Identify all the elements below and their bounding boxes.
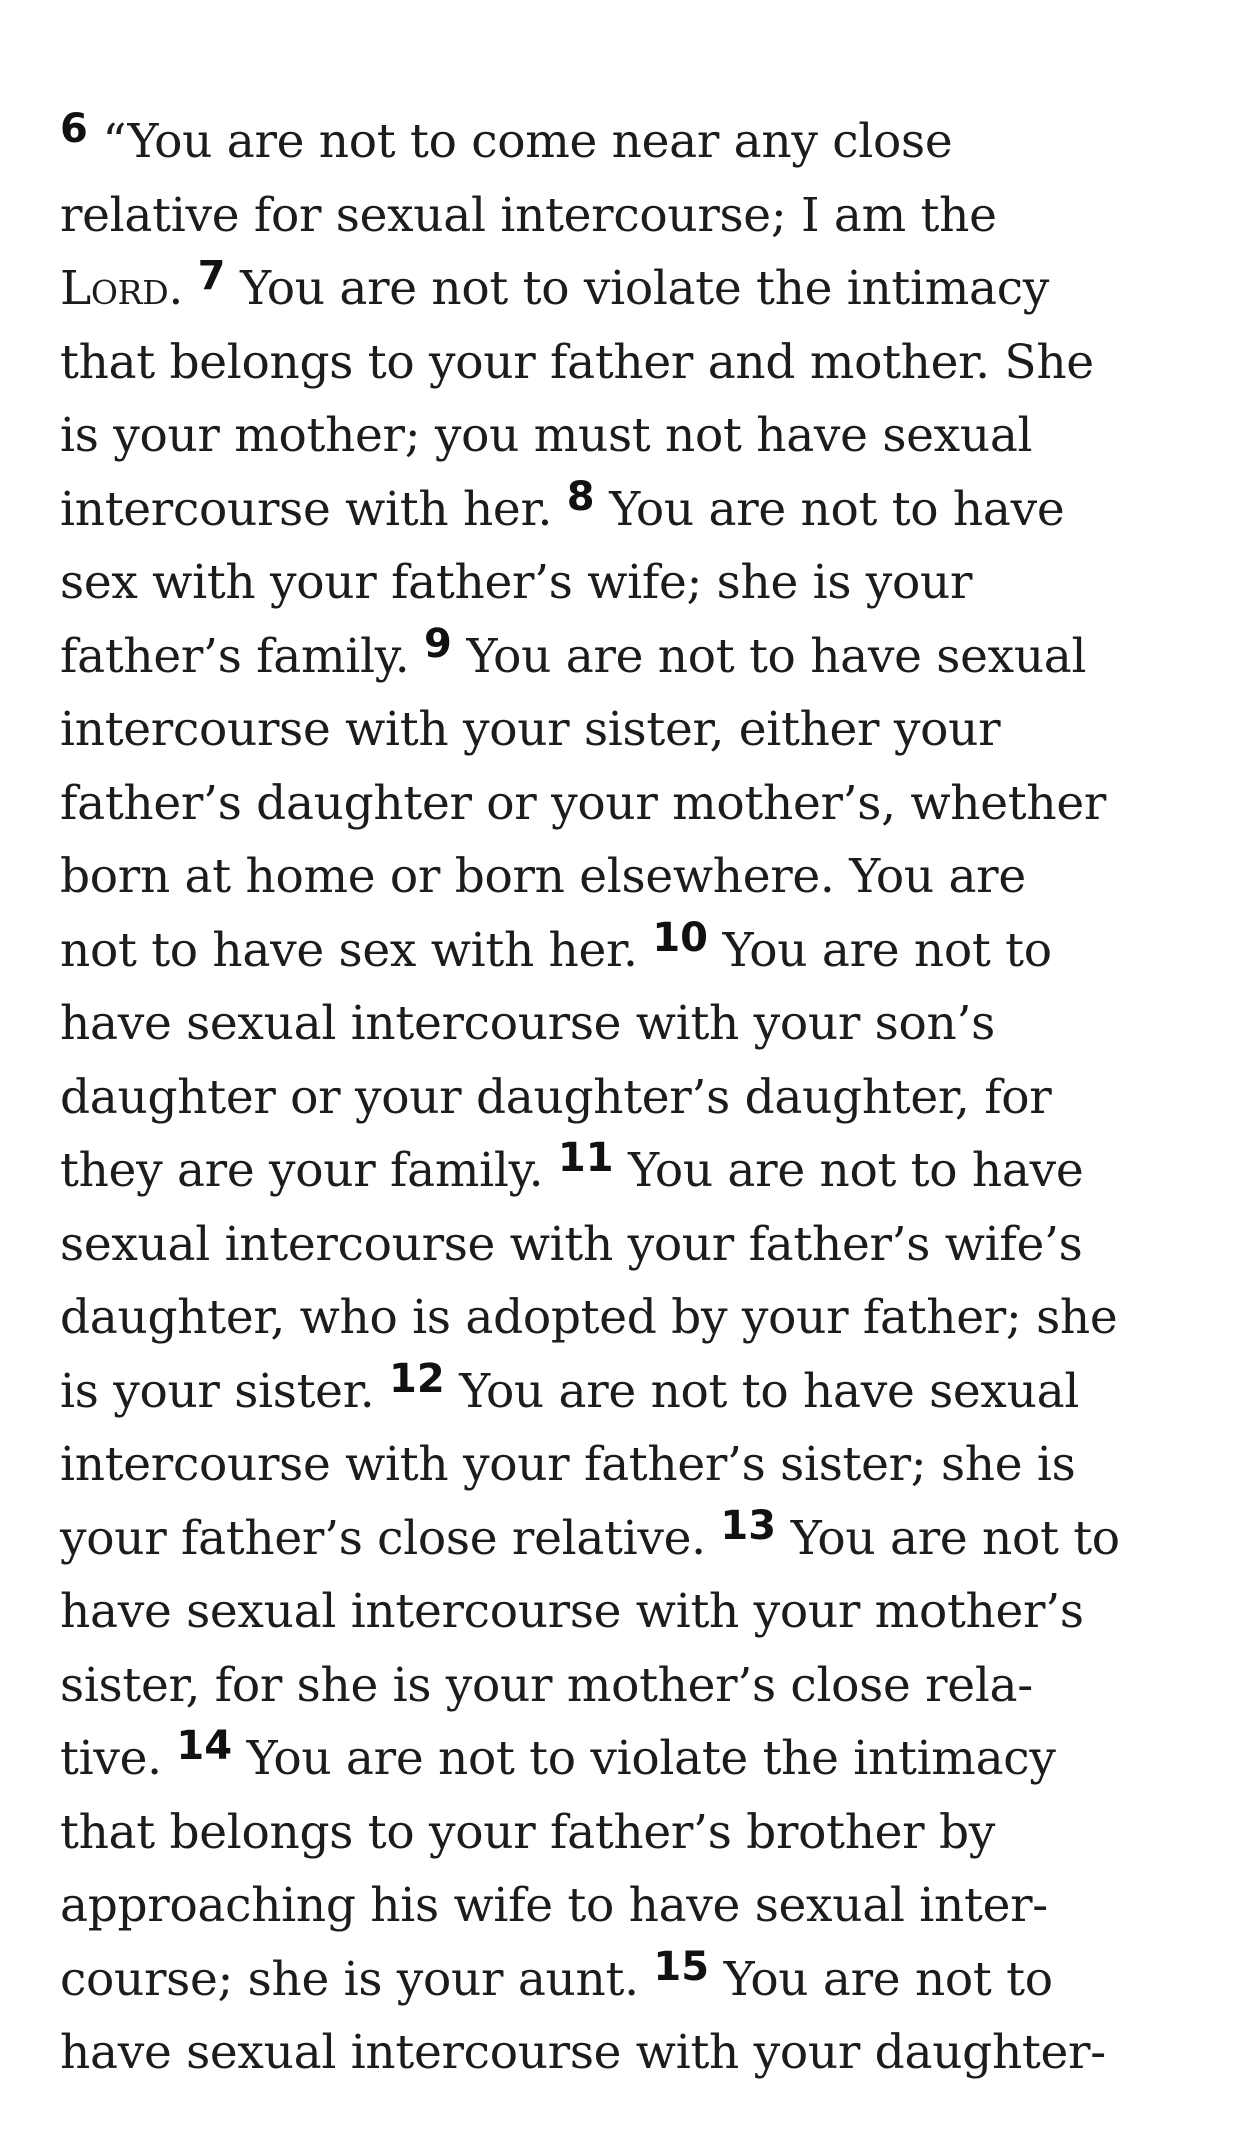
verse-text: relative for sexual intercourse; I am the xyxy=(60,187,997,243)
verse-number: 13 xyxy=(720,1502,777,1549)
text-line xyxy=(60,1355,1200,1429)
verse-number: 15 xyxy=(653,1943,710,1990)
verse-number: 11 xyxy=(557,1135,614,1181)
text-line xyxy=(60,1796,1200,1870)
verse-text: You are not to have sexual xyxy=(444,1363,1080,1419)
text-line xyxy=(60,1943,1200,2017)
text-line xyxy=(60,1722,1200,1796)
verse-text: is your mother; you must not have sexual xyxy=(60,408,1033,463)
verse-text: You are not to violate the intimacy xyxy=(232,1731,1056,1786)
verse-number: 8 xyxy=(566,473,595,520)
verse-number: 6 xyxy=(60,106,88,152)
text-line xyxy=(60,1869,1200,1943)
verse-number: 14 xyxy=(176,1723,233,1769)
text-line xyxy=(60,914,1200,988)
verse-text: father’s family. xyxy=(60,628,424,684)
verse-text: have sexual intercourse with your son’s xyxy=(60,996,995,1051)
text-line xyxy=(60,840,1200,914)
text-line xyxy=(60,1134,1200,1208)
verse-text: tive. xyxy=(60,1731,177,1786)
text-line xyxy=(60,767,1200,841)
verse-text: your father’s close relative. xyxy=(60,1510,721,1566)
verse-text: You are not to have sexual xyxy=(451,628,1087,684)
verse-text: You are not to xyxy=(709,1951,1053,2007)
text-line xyxy=(60,1061,1200,1135)
text-line xyxy=(60,252,1200,326)
verse-text: intercourse with her. xyxy=(60,481,567,537)
verse-text: sexual intercourse with your father’s wife’s xyxy=(60,1216,1083,1272)
text-line xyxy=(60,1575,1200,1649)
verse-text: they are your family. xyxy=(60,1143,558,1198)
verse-text: intercourse with your sister, either your xyxy=(60,702,1001,757)
verse-text: approaching his wife to have sexual inter- xyxy=(60,1878,1048,1933)
verse-text: that belongs to your father and mother. She xyxy=(60,334,1094,390)
verse-number: 12 xyxy=(388,1355,445,1402)
scripture-passage xyxy=(60,105,1200,2090)
text-line xyxy=(60,326,1200,400)
verse-text: You are not to have xyxy=(594,481,1065,537)
verse-text: “You are not to come near any close xyxy=(87,114,953,169)
verse-number: 10 xyxy=(652,914,708,961)
verse-text: not to have sex with her. xyxy=(60,922,653,978)
verse-text: is your sister. xyxy=(60,1363,389,1419)
text-line xyxy=(60,1281,1200,1355)
text-line xyxy=(60,693,1200,767)
verse-text: daughter or your daughter’s daughter, for xyxy=(60,1069,1052,1125)
verse-text: father’s daughter or your mother’s, whether xyxy=(60,775,1107,831)
text-line xyxy=(60,1649,1200,1723)
verse-text: . xyxy=(168,261,198,316)
verse-text: You are not to violate the intimacy xyxy=(225,261,1050,316)
text-line xyxy=(60,1502,1200,1576)
verse-text: intercourse with your father’s sister; she is xyxy=(60,1437,1076,1492)
verse-text: have sexual intercourse with your mother’s xyxy=(60,1584,1084,1639)
text-line xyxy=(60,546,1200,620)
verse-number: 9 xyxy=(424,620,452,667)
text-line xyxy=(60,1428,1200,1502)
verse-text: You are not to have xyxy=(613,1143,1084,1198)
verse-text: course; she is your aunt. xyxy=(60,1951,654,2007)
verse-text: have sexual intercourse with your daughter- xyxy=(60,2025,1106,2080)
text-line xyxy=(60,105,1200,179)
verse-text: sister, for she is your mother’s close rela- xyxy=(60,1657,1033,1713)
text-line xyxy=(60,1208,1200,1282)
verse-text: You are not to xyxy=(708,922,1052,978)
text-line xyxy=(60,473,1200,547)
text-line xyxy=(60,179,1200,253)
verse-text: sex with your father’s wife; she is your xyxy=(60,555,973,610)
text-line xyxy=(60,2016,1200,2090)
verse-text: born at home or born elsewhere. You are xyxy=(60,849,1026,904)
verse-text: that belongs to your father’s brother by xyxy=(60,1804,996,1860)
text-line xyxy=(60,620,1200,694)
verse-text: You are not to xyxy=(776,1510,1120,1566)
divine-name: Lord xyxy=(60,261,169,316)
text-line xyxy=(60,987,1200,1061)
text-line xyxy=(60,399,1200,473)
verse-number: 7 xyxy=(197,253,226,299)
verse-text: daughter, who is adopted by your father; she xyxy=(60,1290,1118,1345)
